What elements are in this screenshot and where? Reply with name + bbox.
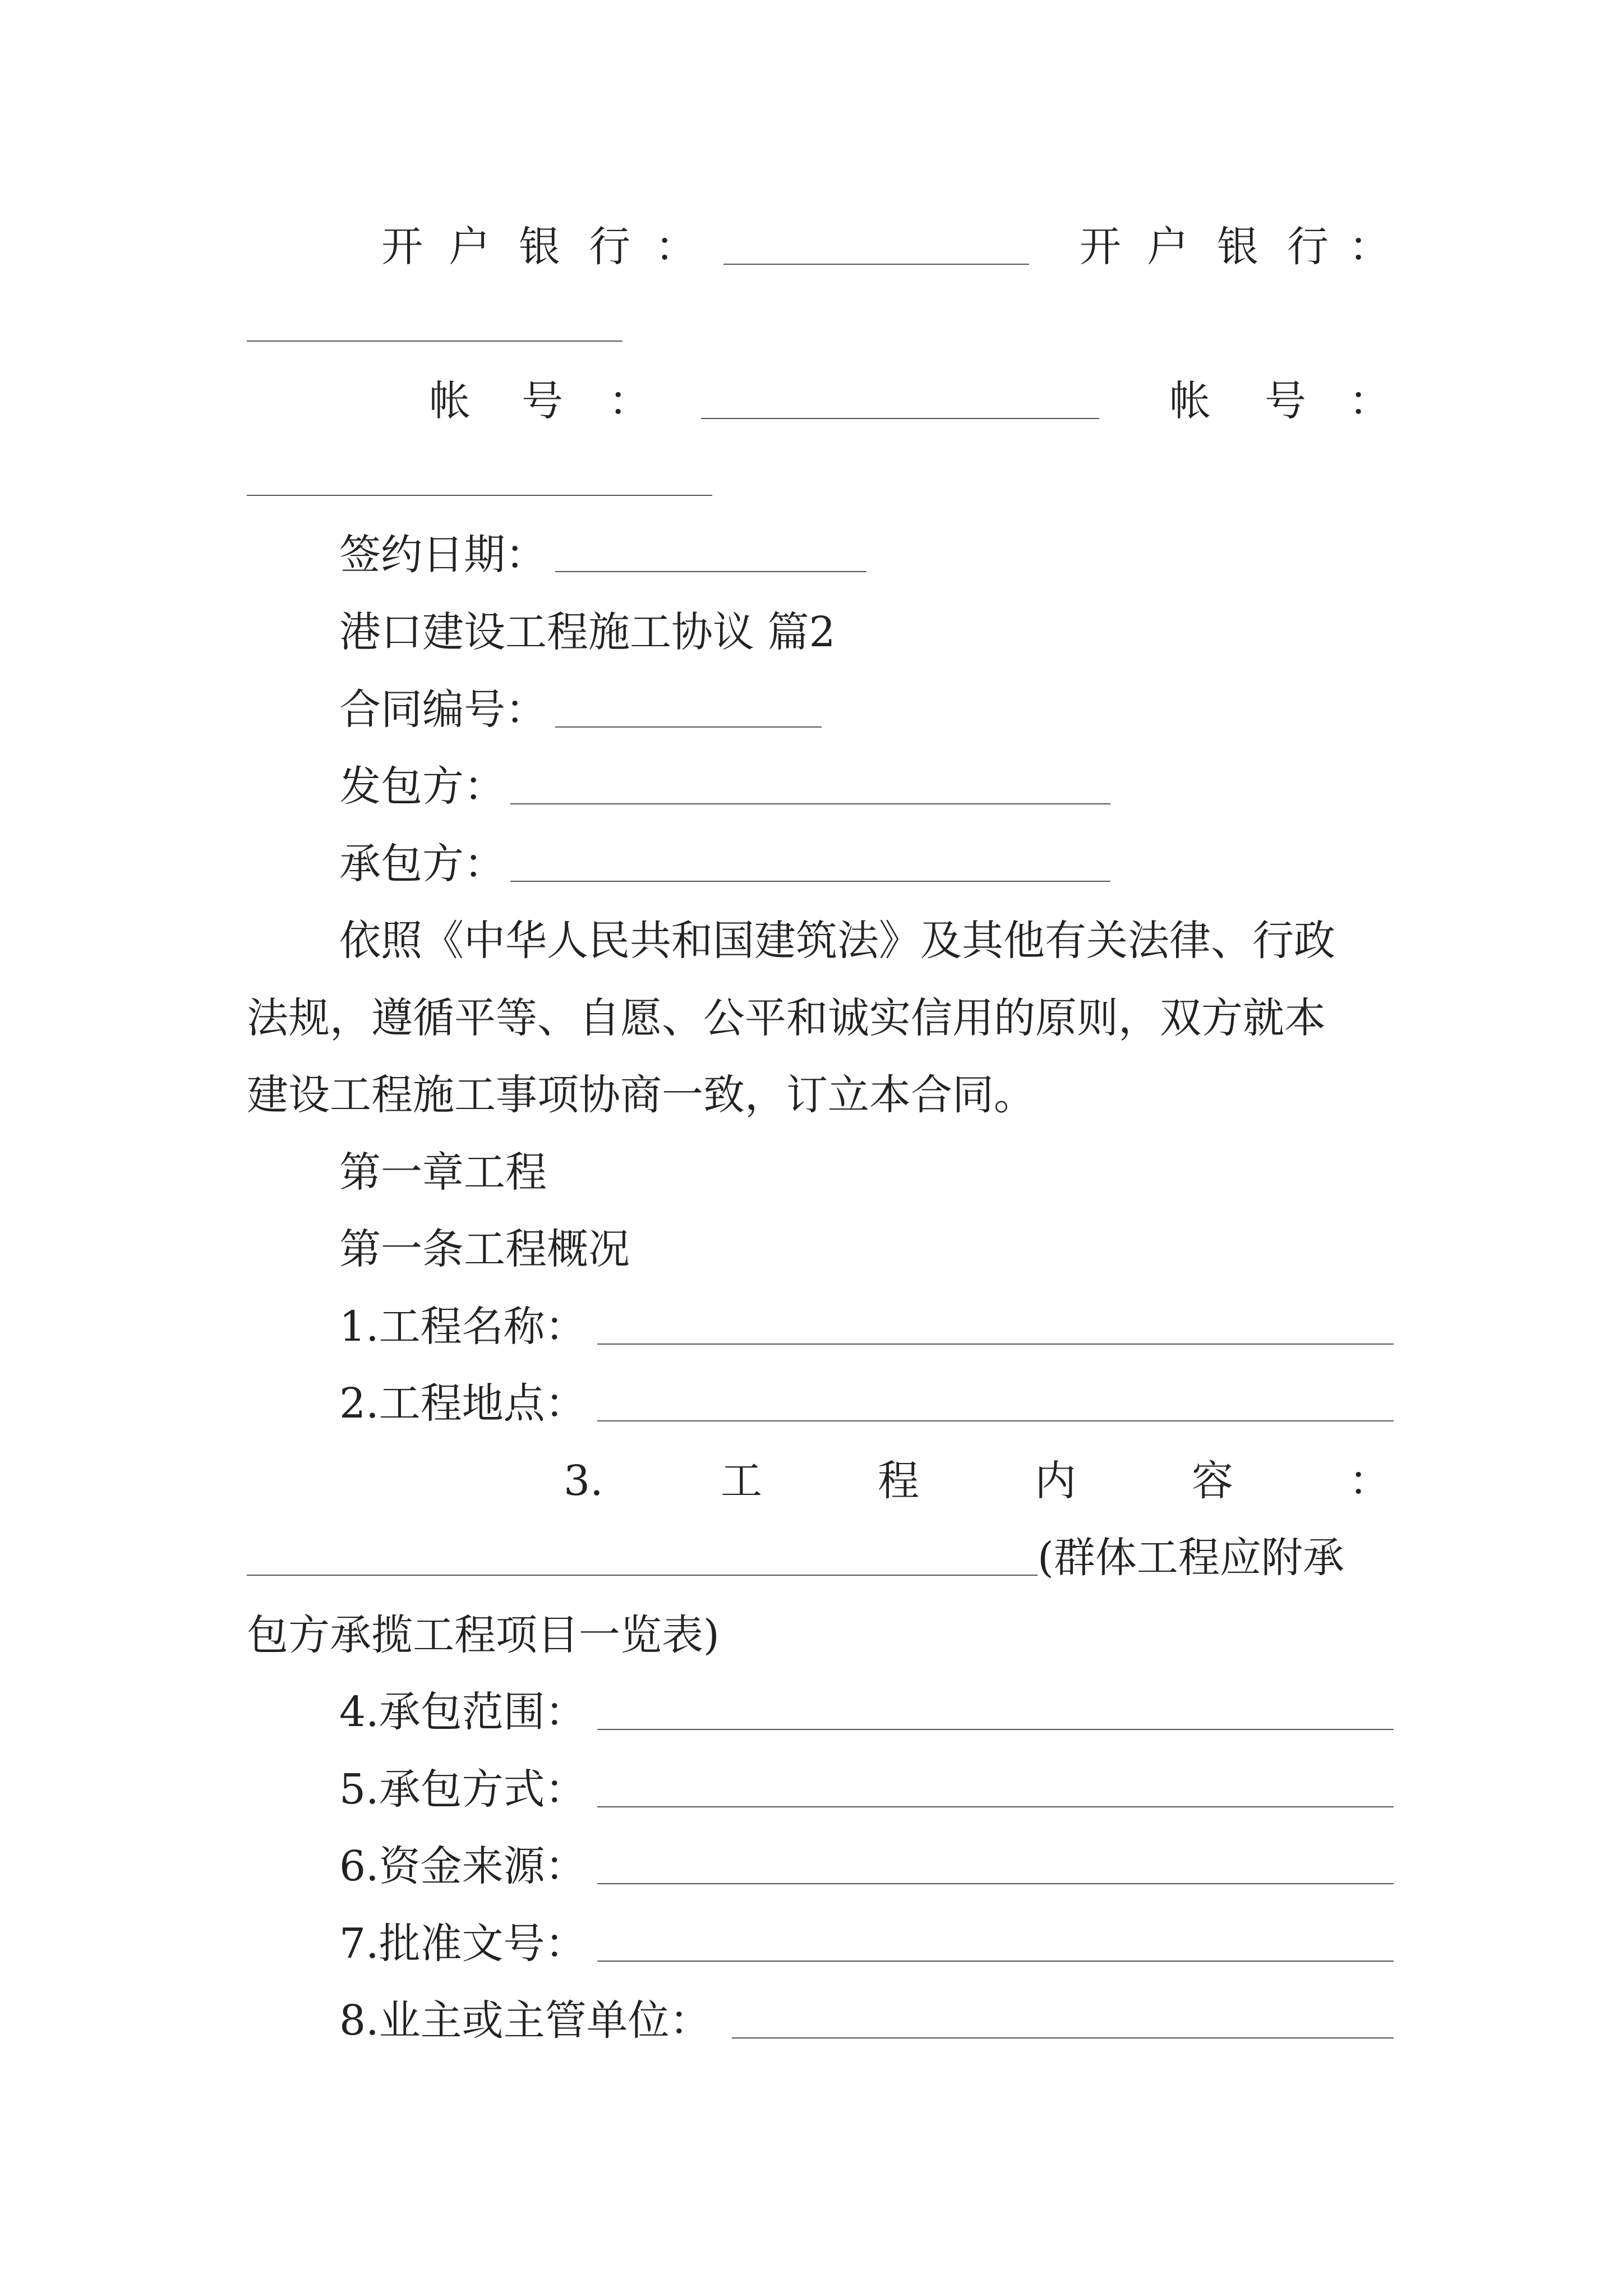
article-heading: 第一条工程概况: [339, 1225, 630, 1273]
bank-right-blank: [247, 341, 623, 342]
item-project-location-blank: [597, 1420, 1394, 1421]
account-label-right-char: 帐: [1169, 377, 1211, 425]
bank-left-blank: [723, 264, 1029, 265]
account-label-right-char: ：: [1349, 377, 1390, 425]
item-project-location-label: 2.工程地点：: [339, 1379, 587, 1428]
item-project-content-note: (群体工程应附承: [1038, 1534, 1344, 1582]
bank-label-left-char: ：: [655, 223, 697, 271]
account-label-left-char: 号: [522, 377, 563, 425]
bank-label-left-char: 开: [381, 223, 423, 271]
chapter-heading: 第一章工程: [339, 1148, 547, 1197]
account-left-blank: [701, 418, 1099, 419]
item-approval-label: 7.批准文号：: [339, 1920, 587, 1968]
item-project-content-part: 容: [1192, 1457, 1233, 1505]
bank-label-left-char: 行: [589, 223, 630, 271]
item-funding-blank: [597, 1883, 1394, 1884]
item-scope-blank: [597, 1729, 1394, 1730]
contractor-label: 承包方：: [339, 840, 505, 888]
section-title: 港口建设工程施工协议 篇2: [339, 608, 836, 656]
item-project-content-blank: [247, 1575, 1038, 1576]
sign-date-blank: [555, 571, 866, 572]
item-project-name-label: 1.工程名称：: [339, 1303, 587, 1351]
bank-label-left-char: 户: [449, 223, 490, 271]
item-method-label: 5.承包方式：: [339, 1765, 587, 1814]
bank-label-right-char: 行: [1287, 223, 1329, 271]
bank-label-right-char: 开: [1080, 223, 1121, 271]
intro-line-3: 建设工程施工事项协商一致，订立本合同。: [247, 1071, 1035, 1119]
employer-blank: [510, 803, 1110, 804]
item-approval-blank: [597, 1961, 1394, 1962]
bank-label-right-char: ：: [1349, 223, 1390, 271]
item-owner-blank: [732, 2037, 1394, 2039]
item-project-content-part: 工: [721, 1457, 762, 1505]
employer-label: 发包方：: [339, 762, 505, 811]
item-project-content-part: 内: [1035, 1457, 1076, 1505]
item-project-content-note-cont: 包方承揽工程项目一览表): [247, 1611, 720, 1659]
item-project-name-blank: [597, 1343, 1394, 1345]
account-label-right-char: 号: [1265, 377, 1306, 425]
item-project-content-part: 程: [878, 1457, 919, 1505]
contract-no-label: 合同编号：: [339, 685, 547, 734]
account-label-left-char: 帐: [429, 377, 471, 425]
sign-date-label: 签约日期：: [339, 531, 547, 579]
account-right-blank: [247, 495, 712, 496]
bank-label-left-char: 银: [519, 223, 560, 271]
bank-label-right-char: 户: [1147, 223, 1188, 271]
intro-line-2: 法规，遵循平等、自愿、公平和诚实信用的原则，双方就本: [247, 994, 1326, 1042]
item-project-content-part: 3.: [564, 1457, 603, 1505]
item-scope-label: 4.承包范围：: [339, 1688, 587, 1736]
account-label-left-char: ：: [608, 377, 650, 425]
contract-no-blank: [555, 726, 822, 728]
item-project-content-part: ：: [1349, 1457, 1390, 1505]
bank-label-right-char: 银: [1217, 223, 1258, 271]
item-owner-label: 8.业主或主管单位：: [339, 1996, 711, 2045]
item-funding-label: 6.资金来源：: [339, 1842, 587, 1890]
intro-line-1: 依照《中华人民共和国建筑法》及其他有关法律、行政: [339, 917, 1335, 965]
contractor-blank: [510, 881, 1110, 882]
item-method-blank: [597, 1806, 1394, 1807]
